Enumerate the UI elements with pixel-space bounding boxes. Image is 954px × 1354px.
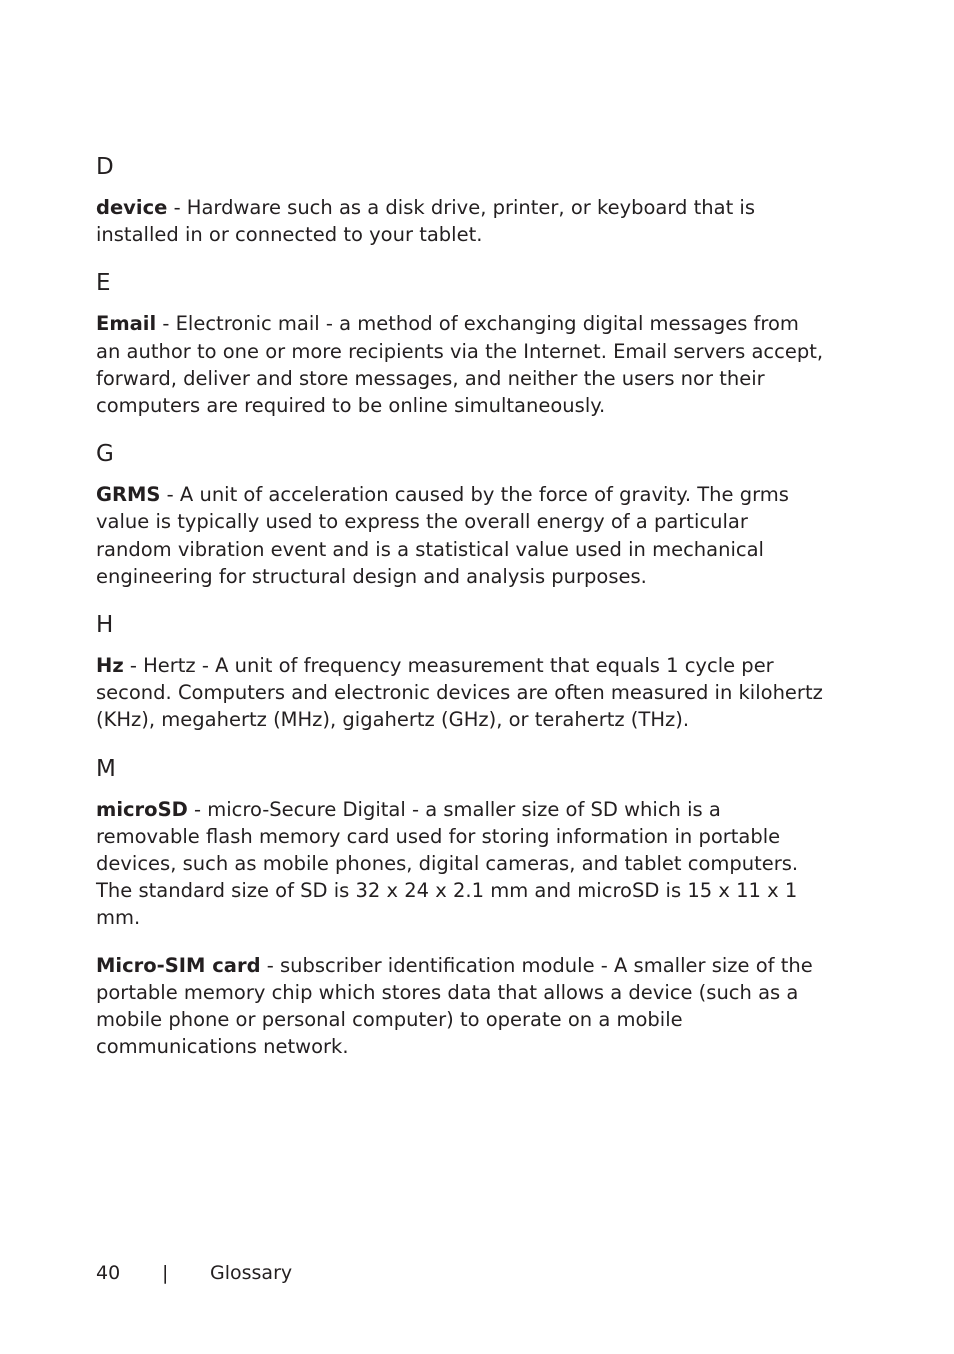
entry-definition: - Hardware such as a disk drive, printer, or keyboard that is installed in or connected to your tablet.: [96, 196, 755, 247]
glossary-section-m: [96, 754, 826, 1061]
glossary-section-d: [96, 152, 826, 248]
glossary-entry-grms: [96, 481, 826, 590]
footer-section-title: Glossary: [210, 1262, 293, 1284]
glossary-section-g: [96, 439, 826, 590]
page-number: 40: [96, 1262, 121, 1284]
section-letter: H: [96, 612, 114, 639]
entry-definition: - Hertz - A unit of frequency measurement that equals 1 cycle per second. Computers and electronic devices are often measured in kilohertz (KHz), megahertz (MHz), gigahertz (GHz), or terahertz (THz).: [96, 654, 823, 732]
section-letter: M: [96, 755, 116, 782]
glossary-entry-email: [96, 310, 826, 419]
entry-definition: - Electronic mail - a method of exchanging digital messages from an author to one or more recipients via the Internet. Email servers accept, forward, deliver and store messages, and neither the users nor their computers are required to be online simultaneously.: [96, 312, 824, 418]
entry-term: GRMS: [96, 483, 161, 507]
section-letter: G: [96, 441, 114, 468]
section-letter: D: [96, 154, 114, 180]
glossary-entry-micro-sim-card: [96, 952, 826, 1061]
glossary-content: [96, 152, 826, 1080]
entry-definition: - A unit of acceleration caused by the force of gravity. The grms value is typically used to express the overall energy of a particular random vibration event and is a statistical value used in mechanical engineering for structural design and analysis purposes.: [96, 483, 789, 588]
entry-term: Hz: [96, 654, 124, 678]
entry-term: Email: [96, 312, 157, 336]
section-letter: E: [96, 270, 111, 297]
glossary-entry-microsd: [96, 796, 826, 932]
glossary-section-e: [96, 268, 826, 419]
entry-term: device: [96, 196, 168, 219]
glossary-section-h: [96, 610, 826, 734]
entry-term: Micro-SIM card: [96, 953, 261, 977]
glossary-entry-device: [96, 194, 826, 248]
entry-definition: - subscriber identification module - A smaller size of the portable memory chip which stores data that allows a device (such as a mobile phone or personal computer) to operate on a mobile communications network.: [96, 953, 813, 1059]
entry-definition: - micro-Secure Digital - a smaller size of SD which is a removable flash memory card used for storing information in portable devices, such as mobile phones, digital cameras, and tablet computers. The standard size of SD is 32 x 24 x 2.1 mm and microSD is 15 x 11 x 1 mm.: [96, 797, 799, 930]
entry-term: microSD: [96, 797, 188, 821]
footer-separator: |: [162, 1262, 169, 1284]
glossary-entry-hz: [96, 652, 826, 734]
